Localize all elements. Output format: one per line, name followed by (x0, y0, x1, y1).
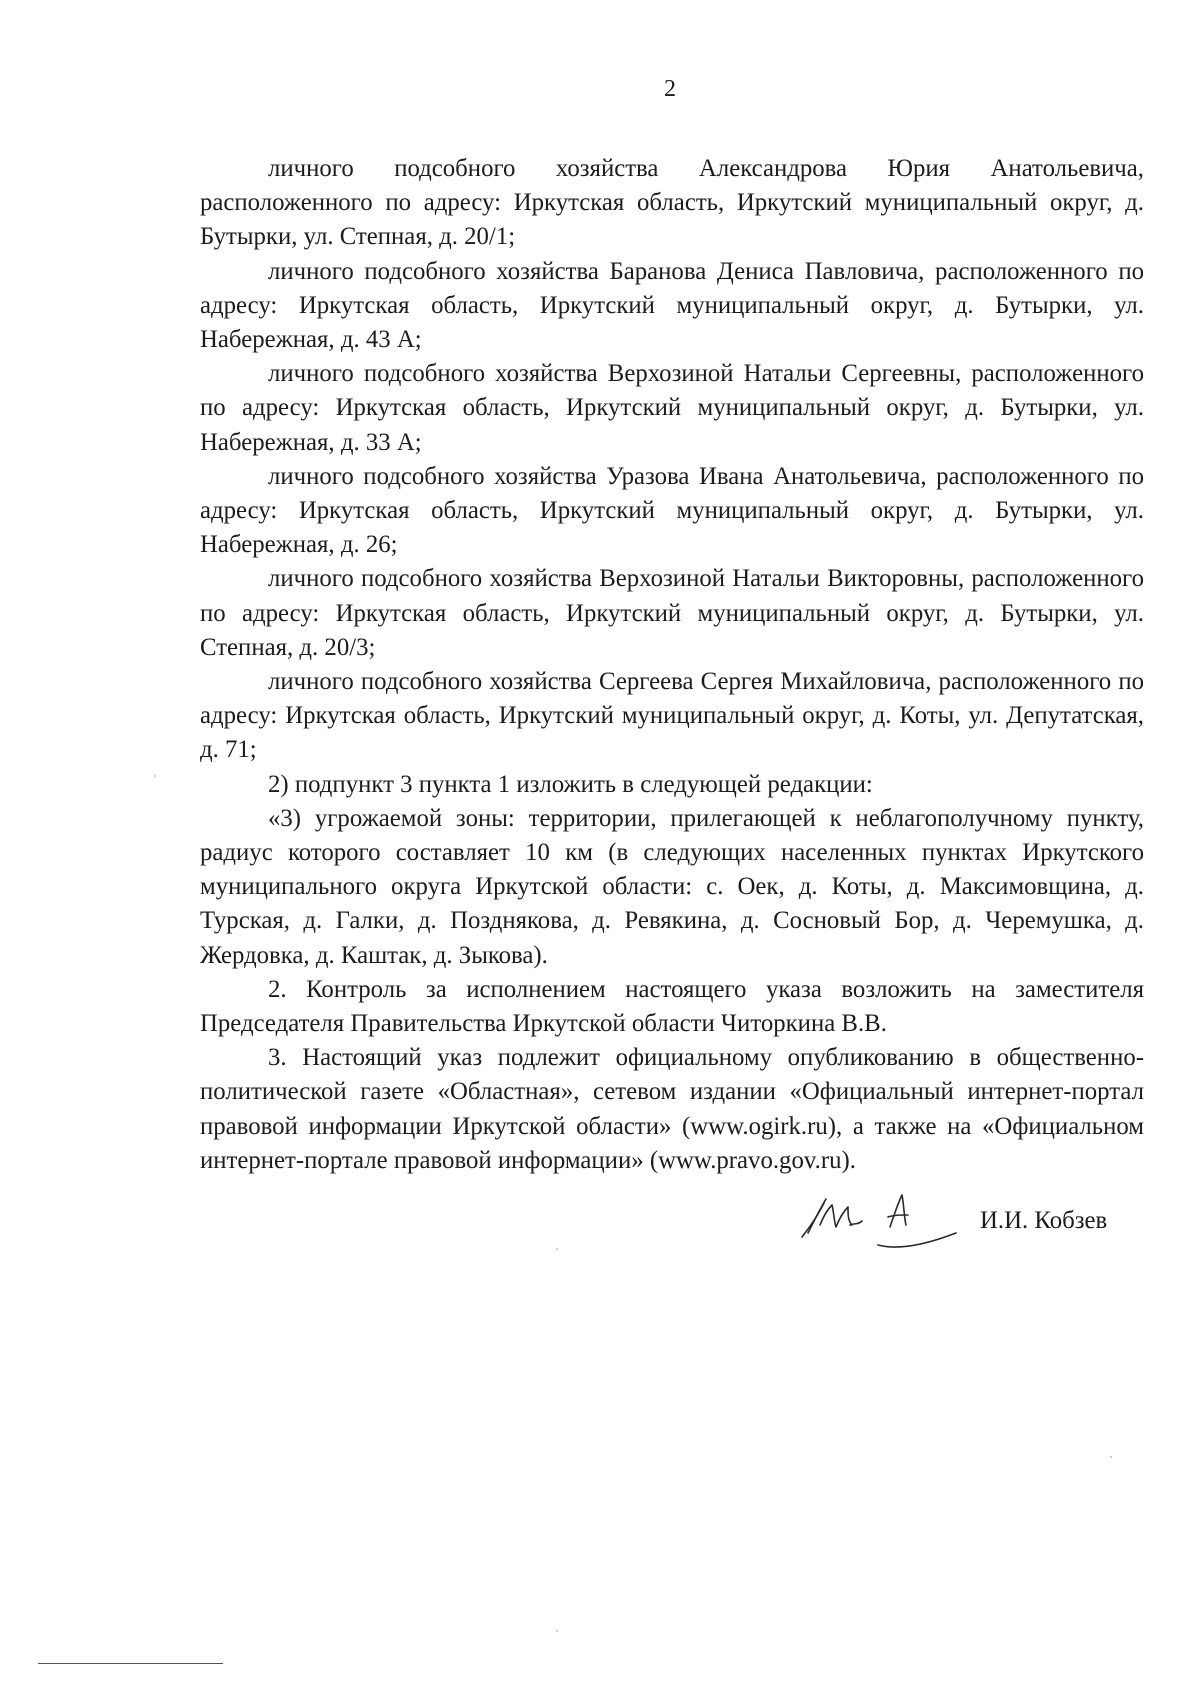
paragraph-household-verkhozina-sergeevna: личного подсобного хозяйства Верхозиной Натальи Сергеевны, расположенного по адресу: Иркутская область, Иркутский муниципальный округ, д. Бутырки, ул. Набережная, д. 33 А; (200, 360, 1144, 456)
signature-block (790, 1185, 1150, 1275)
document-body (200, 152, 1144, 1178)
paragraph-threatened-zone: «3) угрожаемой зоны: территории, прилегающей к неблагополучному пункту, радиус которого составляет 10 км (в следующих населенных пунктах Иркутского муниципального округа Иркутской области: с. Оек, д. Коты, д. Максимовщина, д. Турская, д. Галки, д. Позднякова, д. Ревякина, д. Сосновый Бор, д. Черемушка, д. Жердовка, д. Каштак, д. Зыкова). (200, 804, 1144, 969)
scan-speck (1110, 1456, 1112, 1458)
scan-speck (154, 775, 156, 777)
footer-rule (38, 1663, 223, 1664)
paragraph-household-urazov: личного подсобного хозяйства Уразова Ивана Анатольевича, расположенного по адресу: Иркутская область, Иркутский муниципальный округ, д. Бутырки, ул. Набережная, д. 26; (200, 462, 1144, 559)
paragraph-household-baranov: личного подсобного хозяйства Баранова Дениса Павловича, расположенного по адресу: Иркутская область, Иркутский муниципальный округ, д. Бутырки, ул. Набережная, д. 43 А; (200, 257, 1144, 354)
page-number: 2 (664, 76, 676, 102)
signer-name: И.И. Кобзев (980, 1207, 1108, 1234)
paragraph-household-aleksandrov: личного подсобного хозяйства Александрова Юрия Анатольевича, расположенного по адресу: Иркутская область, Иркутский муниципальный округ, д. Бутырки, ул. Степная, д. 20/1; (200, 155, 1144, 251)
handwritten-signature (790, 1185, 960, 1275)
paragraph-control-clause: 2. Контроль за исполнением настоящего указа возложить на заместителя Председателя Правительства Иркутской области Читоркина В.В. (200, 975, 1144, 1038)
paragraph-subclause-amendment: 2) подпункт 3 пункта 1 изложить в следующей редакции: (268, 770, 873, 798)
paragraph-household-sergeev: личного подсобного хозяйства Сергеева Сергея Михайловича, расположенного по адресу: Иркутская область, Иркутский муниципальный округ, д. Коты, ул. Депутатская, д. 71; (200, 668, 1144, 764)
paragraph-household-verkhozina-viktorovna: личного подсобного хозяйства Верхозиной Натальи Викторовны, расположенного по адресу: Иркутская область, Иркутский муниципальный округ, д. Бутырки, ул. Степная, д. 20/3; (200, 565, 1144, 661)
scan-speck (556, 1248, 558, 1250)
paragraph-publication-clause: 3. Настоящий указ подлежит официальному опубликованию в общественно-политической газете «Областная», сетевом издании «Официальный интернет-портал правовой информации Иркутской области» (www.ogirk.ru), а также на «Официальном интернет-портале правовой информации» (www.pravo.gov.ru). (200, 1044, 1144, 1174)
scan-speck (556, 1630, 558, 1632)
